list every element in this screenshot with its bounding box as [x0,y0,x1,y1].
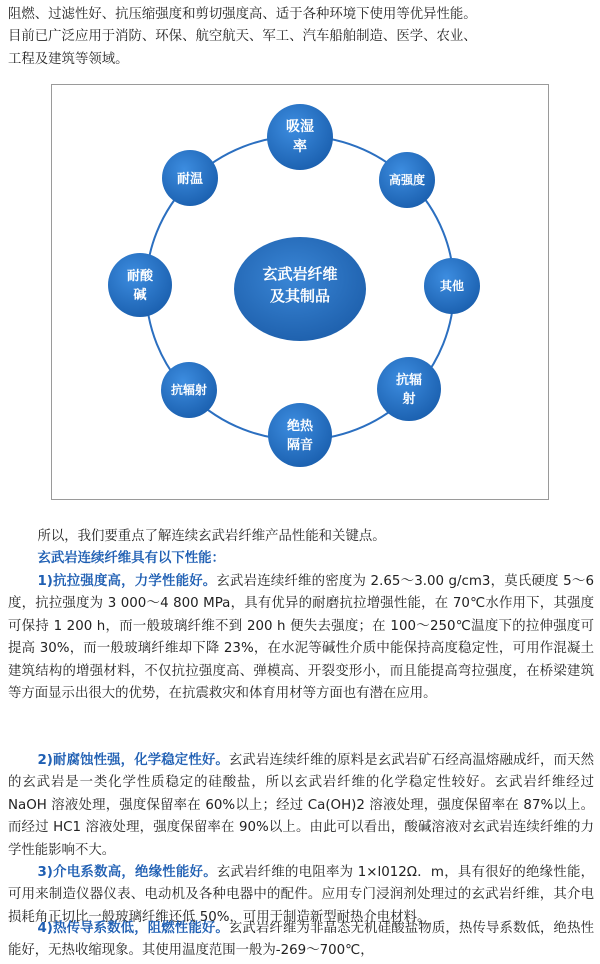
center-label-line-1: 玄武岩纤维 [262,265,338,283]
node-antirad-left [161,362,217,418]
diagram-canvas [52,85,548,499]
property-4-text: 玄武岩纤维为非晶态无机硅酸盐物质，热传导系数低，绝热性能好，无热收缩现象。其使用温度范围一般为-269～700℃， [8,921,595,959]
properties-heading-text: 玄武岩连续纤维具有以下性能： [37,551,225,566]
node-antirad-left-label: 抗辐射 [170,383,208,397]
node-hygro-label-2: 率 [293,139,307,155]
node-acid-label-1: 耐酸 [126,269,154,284]
summary-paragraph: 所以，我们要重点了解连续玄武岩纤维产品性能和关键点。 [37,529,386,544]
node-heat-label: 耐温 [176,172,204,187]
intro-line-3: 工程及建筑等领域。 [8,51,129,67]
node-strength [379,152,435,208]
node-heat [162,150,218,206]
property-1-paragraph [8,571,594,705]
node-insulation-label-2: 隔音 [286,438,314,453]
node-antirad-right [377,357,441,421]
properties-diagram [51,84,549,500]
node-acid [108,253,172,317]
property-1-text: 玄武岩连续纤维的密度为 2.65～3.00 g/cm3，莫氏硬度 5～6 度，抗拉强度为 3 000～4 800 MPa，具有优异的耐磨抗拉增强性能，在 70℃水作用下，其强度可保持 1 200 h，而一般玻璃纤维不到 200 h 便失去强度；在 100～250℃温度下的拉伸强度可提高 30%，而一般玻璃纤维却下降 23%，在水泥等碱性介质中能保持高度稳定性，可用作混凝土建筑结构的增强材料，不仅抗拉强度高、弹模高、开裂变形小，而且能提高弯拉强度，在桥梁建筑等方面显示出很大的优势，在抗震救灾和体育用材等方面也有潜在应用。 [8,574,595,702]
center-label-line-2: 及其制品 [269,287,331,305]
node-acid-label-2: 碱 [133,288,147,303]
property-3-text: 玄武岩纤维的电阻率为 1×l012Ω．m，具有很好的绝缘性能，可用来制造仪器仪表、电动机及各种电器中的配件。应用专门浸润剂处理过的玄武岩纤维，其介电损耗角正切比一般玻璃纤维还低 50%，可用于制造新型耐热介电材料。 [8,865,594,925]
property-3-title: 3)介电系数高，绝缘性能好。 [37,865,217,880]
property-2-paragraph [8,750,594,862]
node-other-label: 其他 [439,279,465,293]
node-other [424,258,480,314]
node-antirad-right-label-1: 抗辐 [395,373,423,388]
property-4-paragraph [8,918,594,963]
node-antirad-right-label-2: 射 [402,392,416,407]
property-2-text: 玄武岩连续纤维的原料是玄武岩矿石经高温熔融成纤，而天然的玄武岩是一类化学性质稳定的硅酸盐，所以玄武岩纤维的化学稳定性较好。玄武岩纤维经过 NaOH 溶液处理，强度保留率在 60%以上；经过 Ca(OH)2 溶液处理，强度保留率在 87%以上。而经过 HC1 溶液处理，强度保留率在 90%以上。由此可以看出，酸碱溶液对玄武岩连续纤维的力学性能影响不大。 [8,753,595,858]
intro-line-2: 目前已广泛应用于消防、环保、航空航天、军工、汽车船舶制造、医学、农业、 [8,29,477,45]
node-insulation-label-1: 绝热 [286,419,314,434]
property-1-title: 1)抗拉强度高，力学性能好。 [37,574,217,589]
property-2-title: 2)耐腐蚀性强，化学稳定性好。 [37,753,229,768]
intro-line-1: 阻燃、过滤性好、抗压缩强度和剪切强度高、适于各种环境下使用等优异性能。 [8,7,477,22]
node-insulation [268,403,332,467]
properties-heading [8,548,594,570]
node-hygro-label-1: 吸湿 [286,119,314,135]
intro-paragraph [8,4,594,71]
node-strength-label: 高强度 [388,173,426,187]
property-4-title: 4)热传导系数低，阻燃性能好。 [37,921,229,936]
node-hygro [267,104,333,170]
